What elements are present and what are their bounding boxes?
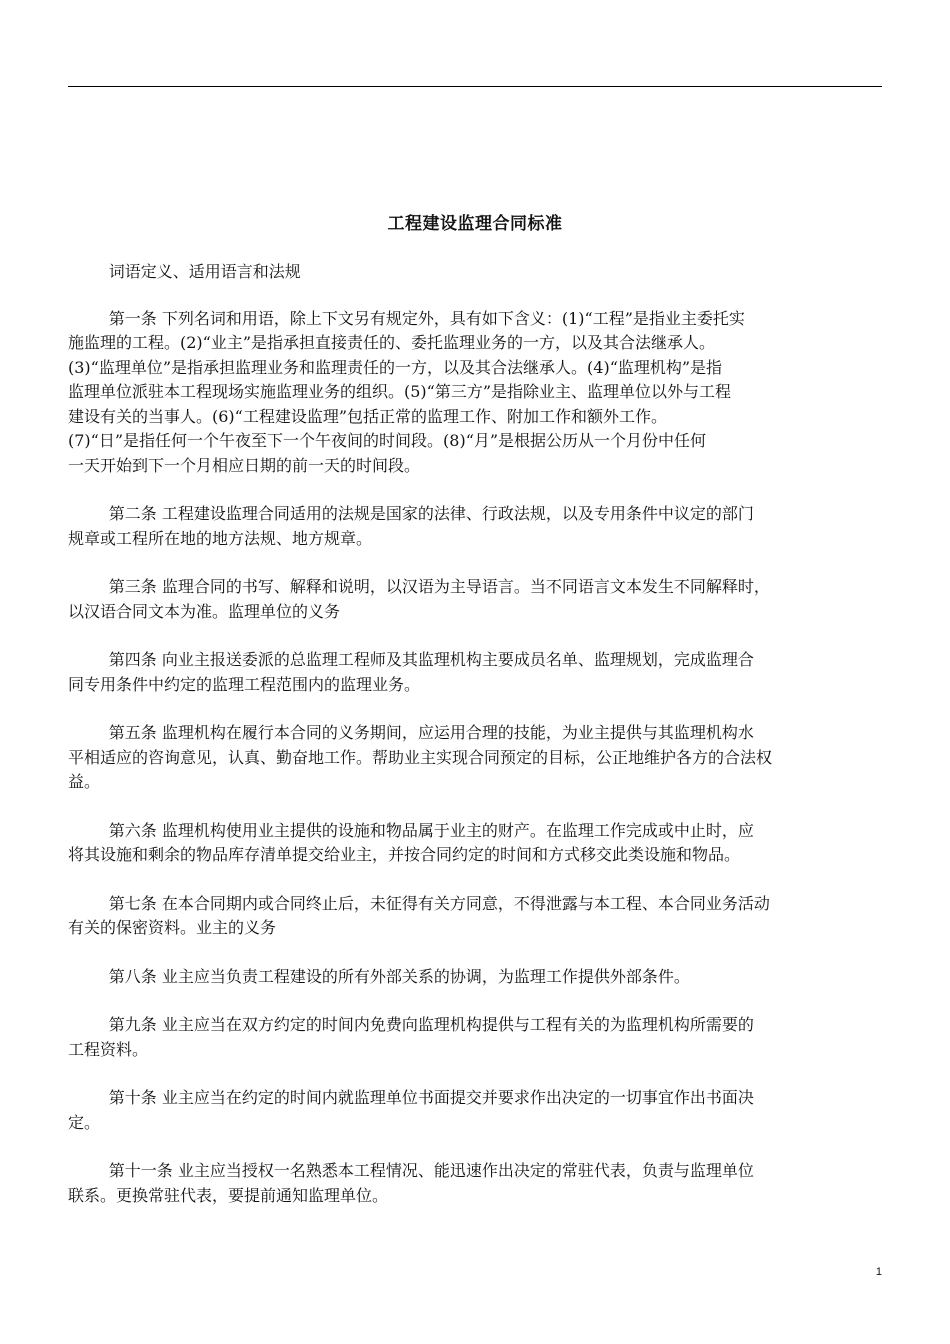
text-line: 施监理的工程。(2)“业主”是指承担直接责任的、委托监理业务的一方，以及其合法继承人。 <box>68 333 716 352</box>
text-line: 规章或工程所在地的地方法规、地方规章。 <box>68 528 373 548</box>
text-line: (7)“日”是指任何一个午夜至下一个午夜间的时间段。(8)“月”是根据公历从一个月份中任何 <box>68 431 707 450</box>
text-line: 建设有关的当事人。(6)“工程建设监理”包括正常的监理工作、附加工作和额外工作。 <box>68 406 668 426</box>
text-line: (3)“监理单位”是指承担监理业务和监理责任的一方，以及其合法继承人。(4)“监理机构”是指 <box>68 357 723 377</box>
clause-paragraph <box>68 502 882 551</box>
text-line: 工程资料。 <box>68 1039 149 1059</box>
text-line: 第三条 监理合同的书写、解释和说明，以汉语为主导语言。当不同语言文本发生不同解释时， <box>108 577 770 596</box>
text-line: 第十条 业主应当在约定的时间内就监理单位书面提交并要求作出决定的一切事宜作出书面决 <box>108 1088 754 1107</box>
text-line: 第六条 监理机构使用业主提供的设施和物品属于业主的财产。在监理工作完成或中止时，应 <box>108 820 754 840</box>
text-line: 第十一条 业主应当授权一名熟悉本工程情况、能迅速作出决定的常驻代表，负责与监理单位 <box>108 1161 754 1180</box>
text-line: 第四条 向业主报送委派的总监理工程师及其监理机构主要成员名单、监理规划，完成监理合 <box>108 650 754 669</box>
clause-paragraph <box>68 1086 882 1135</box>
document-title: 工程建设监理合同标准 <box>387 214 563 234</box>
clause-paragraph <box>68 892 882 941</box>
text-line: 监理单位派驻本工程现场实施监理业务的组织。(5)“第三方”是指除业主、监理单位以外与工程 <box>68 382 732 401</box>
page-number: 1 <box>875 1266 882 1278</box>
text-line: 第八条 业主应当负责工程建设的所有外部关系的协调，为监理工作提供外部条件。 <box>108 966 690 986</box>
clause-paragraph <box>68 721 882 795</box>
text-line: 定。 <box>68 1112 101 1132</box>
text-line: 平相适应的咨询意见，认真、勤奋地工作。帮助业主实现合同预定的目标，公正地维护各方的合法权 <box>68 747 773 767</box>
text-line: 以汉语合同文本为准。监理单位的义务 <box>68 601 341 621</box>
clause-paragraph <box>68 307 882 479</box>
text-line: 同专用条件中约定的监理工程范围内的监理业务。 <box>68 674 421 694</box>
text-line: 词语定义、适用语言和法规 <box>108 262 301 281</box>
document-body <box>68 260 882 1232</box>
clause-paragraph <box>68 648 882 697</box>
text-line: 第一条 下列名词和用语，除上下文另有规定外，具有如下含义：(1)“工程”是指业主委托实 <box>108 308 745 328</box>
clause-paragraph <box>68 1013 882 1062</box>
text-line: 联系。更换常驻代表，要提前通知监理单位。 <box>68 1185 389 1205</box>
section-heading <box>68 260 882 285</box>
clause-paragraph <box>68 819 882 868</box>
text-line: 第七条 在本合同期内或合同终止后，未征得有关方同意，不得泄露与本工程、本合同业务活动 <box>108 893 770 913</box>
text-line: 第五条 监理机构在履行本合同的义务期间，应运用合理的技能，为业主提供与其监理机构水 <box>108 723 754 742</box>
text-line: 一天开始到下一个月相应日期的前一天的时间段。 <box>68 455 421 475</box>
header-rule <box>68 86 882 87</box>
text-line: 将其设施和剩余的物品库存清单提交给业主，并按合同约定的时间和方式移交此类设施和物品。 <box>68 845 741 864</box>
clause-paragraph <box>68 1159 882 1208</box>
text-line: 有关的保密资料。业主的义务 <box>68 918 277 937</box>
text-line: 第二条 工程建设监理合同适用的法规是国家的法律、行政法规，以及专用条件中议定的部门 <box>108 504 754 523</box>
text-line: 第九条 业主应当在双方约定的时间内免费向监理机构提供与工程有关的为监理机构所需要的 <box>108 1015 754 1034</box>
text-line: 益。 <box>68 772 101 791</box>
clause-paragraph <box>68 965 882 990</box>
clause-paragraph <box>68 575 882 624</box>
